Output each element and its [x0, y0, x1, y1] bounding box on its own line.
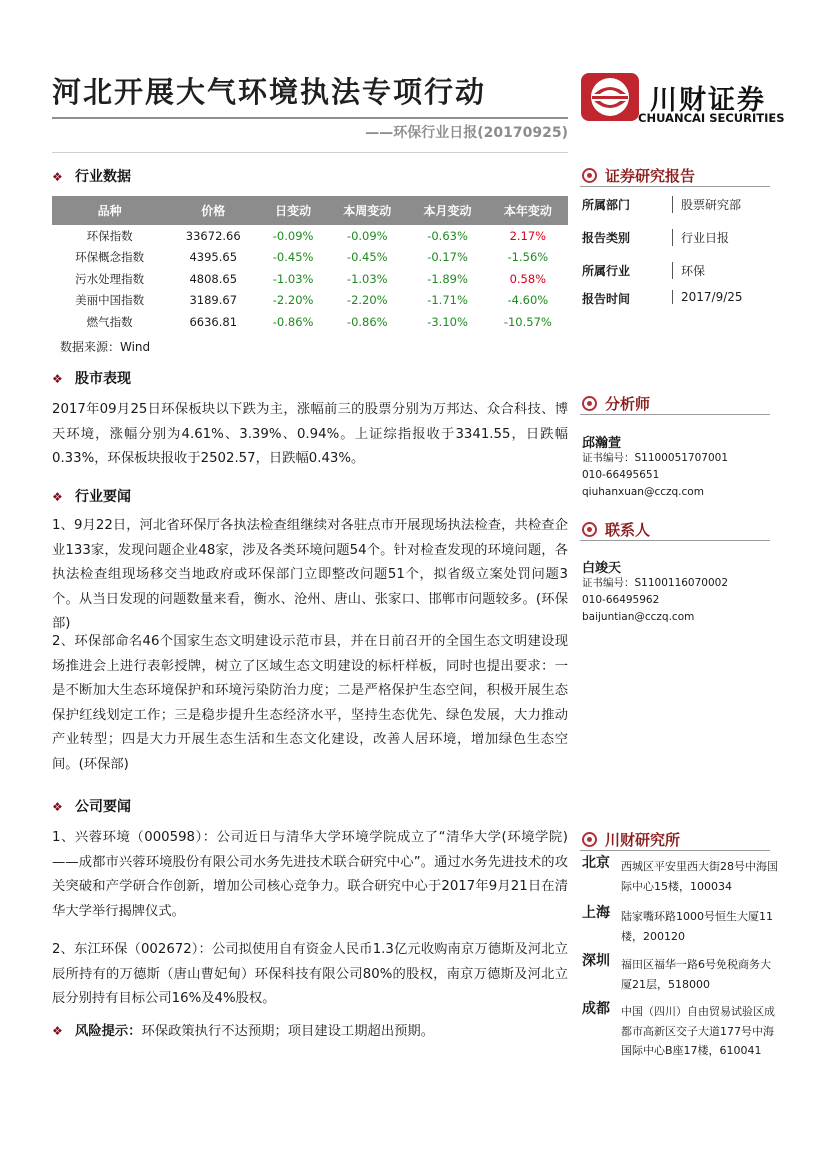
data-source-note: 数据来源：Wind: [60, 340, 151, 354]
brand-name-cn: 川财证券: [650, 85, 766, 116]
analyst-phone: 010-66495651: [582, 469, 660, 481]
day-change: -0.86%: [272, 314, 314, 329]
month-change: -0.17%: [427, 250, 468, 265]
section-contact: [582, 519, 650, 540]
section-institute: [582, 829, 680, 850]
section-rule: [580, 850, 770, 851]
diamond-bullet-icon: ❖: [52, 372, 63, 386]
report-subtitle: ——环保行业日报(20170925): [365, 125, 568, 141]
industry-news-item: 2、环保部命名46个国家生态文明建设示范市县，并在日前召开的全国生态文明建设现场推进会上进行表彰授牌，树立了区域生态文明建设的标杆样板，同时也提出要求：一是不断加大生态环境保护和环境污染防治力度；二是严格保护生态空间，积极开展生态保护红线划定工作；三是稳步提升生态经济水平，坚持生态优先、绿色发展，大力推动产业转型；四是大力开展生态生活和生态文化建设，改善人居环境，增加绿色生态空间。(环保部): [52, 634, 568, 772]
column-header: 本周变动: [327, 196, 407, 225]
month-change: -3.10%: [427, 314, 468, 329]
index-name: 环保概念指数: [75, 250, 145, 265]
section-marker-icon: [582, 832, 597, 847]
section-market: [52, 368, 131, 388]
section-report-info: [582, 165, 695, 186]
week-change: -0.09%: [346, 228, 388, 243]
year-change: -10.57%: [503, 314, 552, 329]
office-city: 北京: [582, 855, 610, 871]
company-news-item: 1、兴蓉环境（000598）：公司近日与清华大学环境学院成立了“清华大学(环境学院)——成都市兴蓉环境股份有限公司水务先进技术联合研究中心”。通过水务先进技术的攻关突破和产学研合作创新，增加公司核心竞争力。联合研究中心于2017年9月21日在清华大学举行揭牌仪式。: [52, 830, 568, 919]
section-heading: 川财研究所: [605, 831, 681, 849]
contact-cert: 证书编号：S1100116070002: [582, 577, 729, 589]
chuancai-logo-icon: [580, 72, 640, 122]
diamond-bullet-icon: ❖: [52, 170, 63, 184]
section-heading: 公司要闻: [75, 799, 131, 815]
office-city: 深圳: [582, 953, 610, 969]
title-rule: [52, 117, 568, 119]
year-change: 2.17%: [509, 228, 547, 243]
office-address: 陆家嘴环路1000号恒生大厦11楼，200120: [621, 910, 773, 943]
month-change: -1.71%: [427, 293, 468, 308]
column-header: 日变动: [259, 196, 327, 225]
column-header: 本月变动: [407, 196, 487, 225]
section-heading: 分析师: [605, 395, 651, 413]
index-price: 4395.65: [189, 250, 238, 265]
section-heading: 行业数据: [75, 169, 131, 185]
month-change: -0.63%: [427, 228, 468, 243]
table-row: [52, 311, 568, 333]
index-name: 环保指数: [86, 228, 133, 243]
industry-data-table: [52, 196, 568, 333]
index-price: 4808.65: [189, 271, 238, 286]
analyst-name: 邱瀚萱: [582, 436, 622, 451]
index-name: 污水处理指数: [75, 271, 145, 286]
section-industry-data: [52, 166, 131, 186]
office-city: 成都: [582, 1001, 610, 1017]
risk-note: [52, 1020, 568, 1039]
index-price: 3189.67: [189, 293, 238, 308]
table-row: [52, 290, 568, 312]
column-header: 价格: [167, 196, 259, 225]
section-marker-icon: [582, 168, 597, 183]
risk-text: 环保政策执行不达预期；项目建设工期超出预期。: [141, 1024, 435, 1039]
table-row: [52, 247, 568, 269]
week-change: -0.45%: [346, 250, 388, 265]
info-value: 股票研究部: [672, 196, 741, 213]
week-change: -2.20%: [346, 293, 388, 308]
year-change: -4.60%: [507, 293, 549, 308]
market-paragraph: 2017年09月25日环保板块以下跌为主，涨幅前三的股票分别为万邦达、众合科技、博天环境，涨幅分别为4.61%、3.39%、0.94%。上证综指报收于3341.55，日跌幅0.33%，环保板块报收于2502.57，日跌幅0.43%。: [52, 402, 568, 466]
section-rule: [580, 414, 770, 415]
analyst-cert: 证书编号：S1100051707001: [582, 452, 729, 464]
office-city: 上海: [582, 905, 610, 921]
diamond-bullet-icon: ❖: [52, 490, 63, 504]
week-change: -1.03%: [346, 271, 388, 286]
info-label: 报告时间: [582, 292, 631, 306]
diamond-bullet-icon: ❖: [52, 800, 63, 814]
day-change: -2.20%: [272, 293, 314, 308]
section-analyst: [582, 393, 650, 414]
year-change: -1.56%: [507, 250, 549, 265]
analyst-email[interactable]: qiuhanxuan@cczq.com: [582, 486, 704, 498]
office-address: 中国（四川）自由贸易试验区成都市高新区交子大道177号中海国际中心B座17楼，610041: [621, 1005, 775, 1057]
diamond-bullet-icon: ❖: [52, 1024, 63, 1038]
section-company-news: [52, 796, 131, 816]
index-price: 6636.81: [189, 314, 238, 329]
company-news-item: 2、东江环保（002672）：公司拟使用自有资金人民币1.3亿元收购南京万德斯及河北立辰所持有的万德斯（唐山曹妃甸）环保科技有限公司80%的股权，南京万德斯及河北立辰分别持有目标公司16%及4%股权。: [52, 942, 568, 1006]
section-rule: [580, 186, 770, 187]
contact-phone: 010-66495962: [582, 594, 660, 606]
section-marker-icon: [582, 396, 597, 411]
section-industry-news: [52, 486, 131, 506]
subtitle-rule: [52, 152, 568, 153]
month-change: -1.89%: [427, 271, 468, 286]
day-change: -0.45%: [272, 250, 314, 265]
section-heading: 股市表现: [75, 371, 131, 387]
index-name: 燃气指数: [86, 314, 133, 329]
industry-news-item: 1、9月22日，河北省环保厅各执法检查组继续对各驻点市开展现场执法检查，共检查企业133家，发现问题企业48家，涉及各类环境问题54个。针对检查发现的环境问题，各执法检查组现场移交当地政府或环保部门立即整改问题51个，拟省级立案处罚问题3个。从当日发现的问题数量来看，衡水、沧州、唐山、张家口、邯郸市问题较多。(环保部): [52, 518, 568, 631]
info-value: 2017/9/25: [672, 290, 743, 304]
office-address: 福田区福华一路6号免税商务大厦21层，518000: [621, 958, 771, 991]
year-change: 0.58%: [509, 271, 547, 286]
table-row: [52, 268, 568, 290]
day-change: -0.09%: [272, 228, 314, 243]
table-row: [52, 225, 568, 247]
info-label: 所属行业: [582, 264, 631, 278]
section-heading: 联系人: [605, 521, 651, 539]
office-address: 西城区平安里西大街28号中海国际中心15楼，100034: [621, 860, 778, 893]
contact-name: 白竣天: [582, 561, 622, 576]
info-value: 环保: [672, 262, 705, 279]
section-marker-icon: [582, 522, 597, 537]
section-heading: 行业要闻: [75, 489, 131, 505]
info-label: 所属部门: [582, 198, 631, 212]
week-change: -0.86%: [346, 314, 388, 329]
column-header: 品种: [52, 196, 167, 225]
contact-email[interactable]: baijuntian@cczq.com: [582, 611, 695, 623]
section-heading: 证券研究报告: [605, 167, 696, 185]
info-value: 行业日报: [672, 229, 729, 246]
report-title: 河北开展大气环境执法专项行动: [52, 75, 487, 109]
brand-name-en: CHUANCAI SECURITIES: [638, 111, 785, 125]
info-label: 报告类别: [582, 231, 631, 245]
index-price: 33672.66: [185, 228, 241, 243]
column-header: 本年变动: [488, 196, 568, 225]
section-rule: [580, 540, 770, 541]
day-change: -1.03%: [272, 271, 314, 286]
table-header-row: [52, 196, 568, 225]
risk-label: 风险提示：: [75, 1024, 142, 1039]
index-name: 美丽中国指数: [75, 293, 145, 308]
